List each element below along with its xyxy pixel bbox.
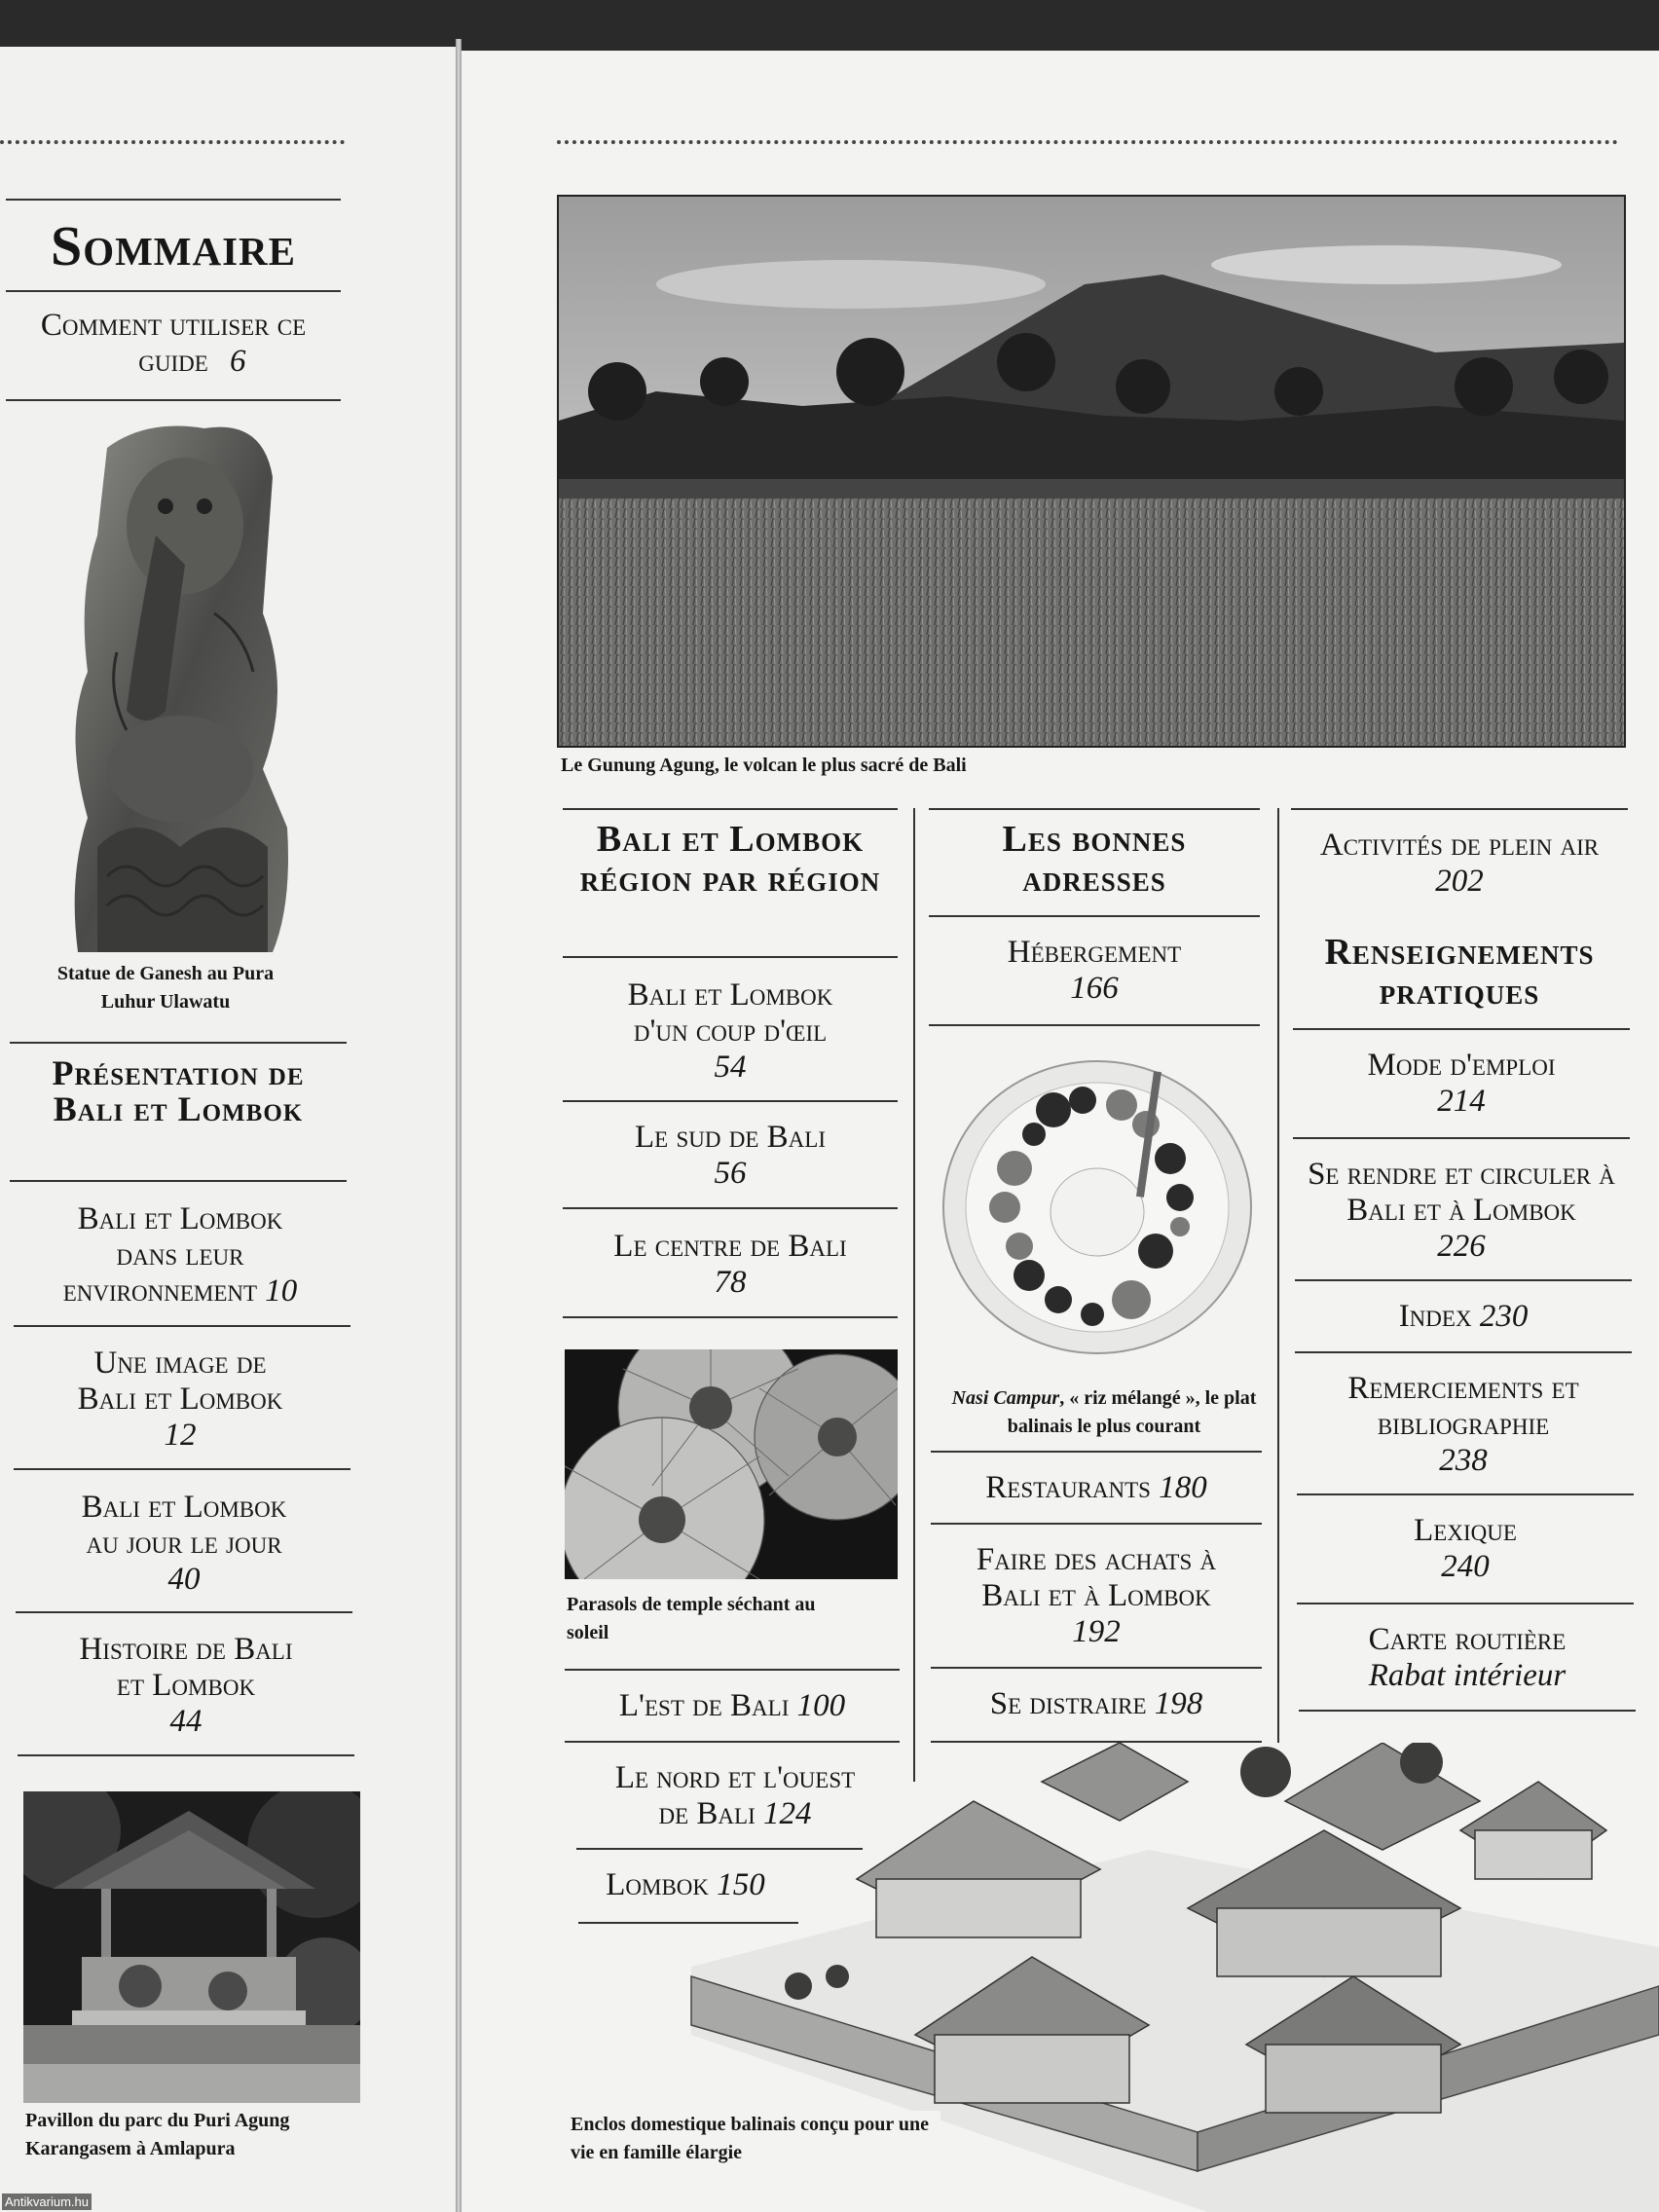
- toc-entry-est[interactable]: [565, 1688, 900, 1724]
- rule: [563, 1316, 898, 1318]
- toc-entry-centre[interactable]: [563, 1229, 898, 1301]
- rule: [14, 1325, 350, 1327]
- rule: [1299, 1710, 1636, 1712]
- rule: [563, 808, 898, 810]
- entry-label: Lombok: [606, 1867, 710, 1902]
- region-heading: Bali et Lombok région par région: [579, 819, 881, 900]
- rule: [10, 1180, 347, 1182]
- rule: [931, 1451, 1262, 1453]
- rule: [1293, 1137, 1630, 1139]
- entry-page: 10: [265, 1273, 298, 1309]
- entry-page: 124: [763, 1796, 812, 1831]
- rule: [929, 808, 1260, 810]
- watermark: Antikvarium.hu: [2, 2194, 92, 2210]
- rule: [6, 290, 341, 292]
- toc-entry-carte[interactable]: [1299, 1622, 1636, 1694]
- entry-label: Remerciements et bibliographie: [1347, 1371, 1579, 1442]
- rule: [931, 1667, 1262, 1669]
- rule: [18, 1754, 354, 1756]
- toc-entry-circuler[interactable]: [1293, 1157, 1630, 1265]
- rule: [929, 915, 1260, 917]
- entry-page: 202: [1435, 864, 1484, 899]
- entry-page: 56: [714, 1156, 747, 1191]
- entry-label: Hébergement: [1007, 935, 1182, 970]
- entry-label: Index: [1398, 1299, 1472, 1334]
- entry-label: Mode d'emploi: [1367, 1048, 1556, 1083]
- entry-page: Rabat intérieur: [1368, 1658, 1567, 1693]
- entry-label: Lexique: [1414, 1513, 1517, 1548]
- rule: [1297, 1493, 1634, 1495]
- toc-entry-plein-air[interactable]: [1291, 828, 1628, 900]
- entry-label: Bali et Lombok dans leur environnement: [62, 1201, 283, 1309]
- entry-label: Se distraire: [989, 1686, 1147, 1721]
- rule: [14, 1468, 350, 1470]
- entry-page: 54: [714, 1050, 747, 1085]
- entry-label: Restaurants: [985, 1470, 1151, 1505]
- rule: [1295, 1279, 1632, 1281]
- toc-entry-distraire[interactable]: [931, 1686, 1262, 1722]
- entry-page: 230: [1479, 1299, 1529, 1334]
- rule: [563, 1100, 898, 1102]
- rule: [563, 956, 898, 958]
- entry-label: Le nord et l'ouest de Bali: [614, 1760, 856, 1831]
- entry-page: 166: [1070, 971, 1119, 1006]
- entry-page: 12: [164, 1418, 197, 1453]
- ganesh-statue-image: [68, 419, 292, 954]
- nasi-campur-image: [937, 1051, 1258, 1363]
- parasols-photo: [565, 1349, 898, 1579]
- page-title: Sommaire: [50, 214, 297, 277]
- entry-page: 150: [717, 1867, 765, 1902]
- book-gutter: [456, 39, 461, 2212]
- toc-entry-sud[interactable]: [563, 1120, 898, 1192]
- caption-compound: Enclos domestique balinais conçu pour une vie en famille élargie: [571, 2111, 940, 2167]
- caption-parasols: Parasols de temple séchant au soleil: [567, 1594, 816, 1643]
- entry-label: Se rendre et circuler à Bali et à Lombok: [1308, 1157, 1615, 1228]
- rule: [6, 399, 341, 401]
- caption-nasi-rest: , « riz mélangé », le plat balinais le plus courant: [1007, 1387, 1257, 1437]
- entry-page: 6: [230, 344, 246, 379]
- dotted-rule-left: [0, 140, 345, 144]
- toc-entry-histoire[interactable]: [16, 1632, 356, 1740]
- rule: [929, 1024, 1260, 1026]
- dotted-rule-right: [557, 140, 1618, 144]
- caption-pavilion: Pavillon du parc du Puri Agung Karangasem à Amlapura: [25, 2110, 290, 2159]
- caption-nasi-campur: [948, 1384, 1260, 1441]
- rule: [931, 1523, 1262, 1525]
- entry-page: 180: [1159, 1470, 1207, 1505]
- caption-nasi-title: Nasi Campur: [951, 1387, 1060, 1409]
- rule: [565, 1669, 900, 1671]
- entry-page: 214: [1437, 1084, 1486, 1119]
- toc-entry-environnement[interactable]: [10, 1201, 350, 1309]
- rule: [16, 1611, 352, 1613]
- rule: [10, 1042, 347, 1044]
- caption-gunung-agung: Le Gunung Agung, le volcan le plus sacré de Bali: [561, 755, 967, 776]
- rule: [1297, 1603, 1634, 1604]
- entry-label: Histoire de Bali et Lombok: [79, 1632, 293, 1703]
- toc-entry-coup-doeil[interactable]: [563, 977, 898, 1086]
- presentation-heading: Présentation de Bali et Lombok: [52, 1053, 305, 1128]
- entry-label: Le sud de Bali: [635, 1120, 826, 1155]
- toc-entry-lexique[interactable]: [1297, 1513, 1634, 1585]
- toc-entry-hebergement[interactable]: [929, 935, 1260, 1007]
- toc-entry-achats[interactable]: [931, 1542, 1262, 1650]
- rule: [6, 199, 341, 201]
- entry-page: 40: [167, 1562, 201, 1597]
- toc-entry-index[interactable]: [1295, 1299, 1632, 1335]
- entry-label: Comment utiliser ce guide: [40, 308, 307, 379]
- toc-entry-jour[interactable]: [14, 1490, 354, 1598]
- column-divider: [1277, 808, 1279, 1743]
- entry-page: 78: [714, 1265, 747, 1300]
- gunung-agung-photo: [557, 195, 1626, 748]
- toc-entry-restaurants[interactable]: [931, 1470, 1262, 1506]
- toc-entry-image[interactable]: [10, 1346, 350, 1454]
- caption-ganesh: Statue de Ganesh au Pura Luhur Ulawatu: [56, 963, 275, 1013]
- toc-entry-remerciements[interactable]: [1295, 1371, 1632, 1479]
- entry-page: 192: [1072, 1614, 1121, 1649]
- entry-label: Bali et Lombok au jour le jour: [81, 1490, 287, 1561]
- rule: [563, 1207, 898, 1209]
- entry-label: Carte routière: [1368, 1622, 1567, 1657]
- entry-page: 198: [1154, 1686, 1203, 1721]
- entry-label: Le centre de Bali: [613, 1229, 847, 1264]
- entry-label: Bali et Lombok d'un coup d'œil: [627, 977, 833, 1049]
- column-divider: [913, 808, 915, 1782]
- pavilion-photo: [23, 1791, 360, 2103]
- entry-page: 226: [1437, 1229, 1486, 1264]
- toc-entry-mode-emploi[interactable]: [1293, 1048, 1630, 1120]
- entry-label: L'est de Bali: [618, 1688, 790, 1723]
- rule: [1291, 808, 1628, 810]
- rule: [1295, 1351, 1632, 1353]
- entry-label: Activités de plein air: [1319, 828, 1600, 863]
- rule: [1293, 1028, 1630, 1030]
- entry-page: 100: [796, 1688, 846, 1723]
- entry-page: 240: [1441, 1549, 1490, 1584]
- pratiques-heading: Renseignements pratiques: [1324, 932, 1595, 1013]
- entry-page: 44: [169, 1704, 203, 1739]
- toc-entry-how-to[interactable]: [0, 308, 347, 380]
- entry-page: 238: [1439, 1443, 1488, 1478]
- entry-label: Faire des achats à Bali et à Lombok: [976, 1542, 1217, 1613]
- adresses-heading: Les bonnes adresses: [1002, 819, 1187, 900]
- entry-label: Une image de Bali et Lombok: [77, 1346, 283, 1417]
